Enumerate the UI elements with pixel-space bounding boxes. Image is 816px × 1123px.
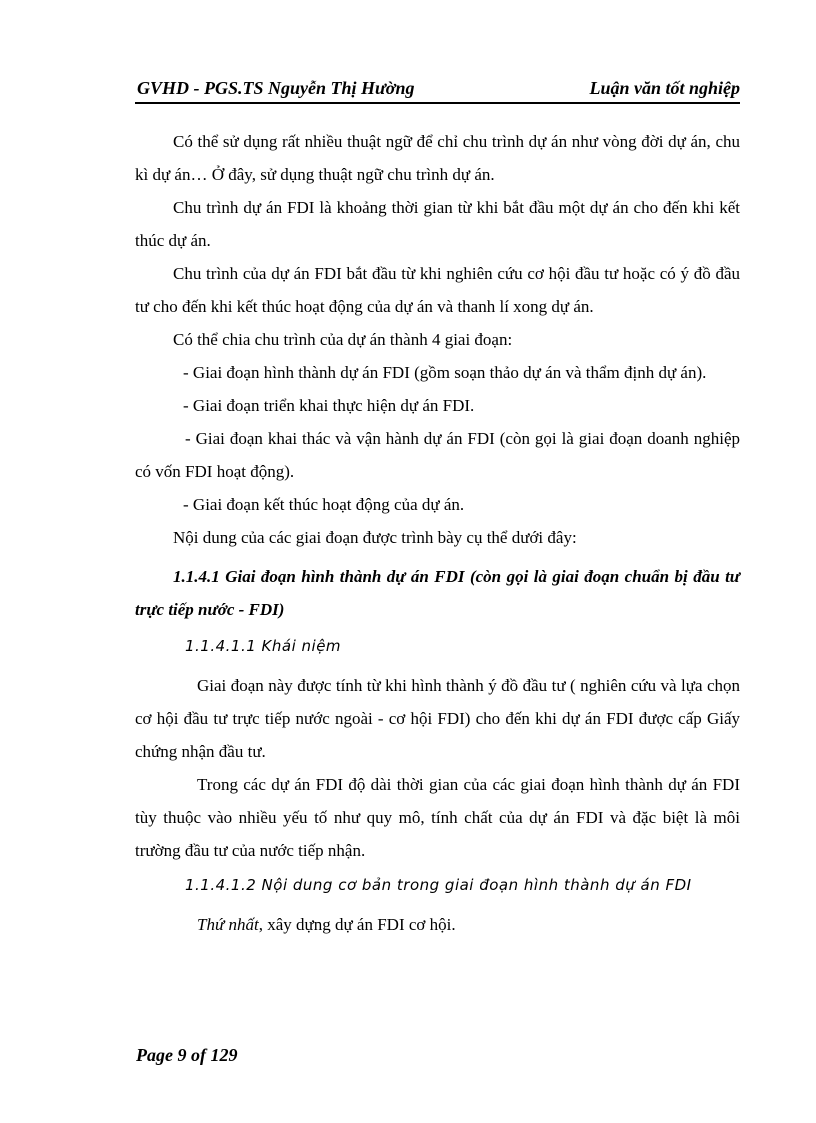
subsection-heading: 1.1.4.1.2 Nội dung cơ bản trong giai đoạn hình thành dự án FDI <box>185 876 692 894</box>
header-thesis-title: Luận văn tốt nghiệp <box>589 78 740 98</box>
paragraph-text: , xây dựng dự án FDI cơ hội. <box>258 915 456 934</box>
header-advisor: GVHD - PGS.TS Nguyễn Thị Hường <box>137 78 415 98</box>
paragraph: Nội dung của các giai đoạn được trình bày cụ thể dưới đây: <box>173 528 577 547</box>
page-body <box>135 125 740 941</box>
emphasis-text: Thứ nhất <box>197 915 259 934</box>
page-number: Page 9 of 129 <box>136 1045 238 1065</box>
paragraph: Chu trình của dự án FDI bắt đầu từ khi nghiên cứu cơ hội đầu tư hoặc có ý đồ đầu tư cho đến khi kết thúc hoạt động của dự án và thanh lí xong dự án. <box>135 264 740 316</box>
list-item: - Giai đoạn kết thúc hoạt động của dự án. <box>183 495 465 514</box>
section-heading: 1.1.4.1 Giai đoạn hình thành dự án FDI (còn gọi là giai đoạn chuẩn bị đầu tư trực tiếp nước - FDI) <box>135 567 740 619</box>
list-item: - Giai đoạn triển khai thực hiện dự án FDI. <box>183 396 475 415</box>
paragraph: Giai đoạn này được tính từ khi hình thành ý đồ đầu tư ( nghiên cứu và lựa chọn cơ hội đầu tư trực tiếp nước ngoài - cơ hội FDI) cho đến khi dự án FDI được cấp Giấy chứng nhận đầu tư. <box>135 676 740 761</box>
paragraph: Trong các dự án FDI độ dài thời gian của các giai đoạn hình thành dự án FDI tùy thuộc vào nhiều yếu tố như quy mô, tính chất của dự án FDI và đặc biệt là môi trường đầu tư của nước tiếp nhận. <box>135 775 740 860</box>
list-item: - Giai đoạn khai thác và vận hành dự án FDI (còn gọi là giai đoạn doanh nghiệp có vốn FDI hoạt động). <box>135 429 740 481</box>
paragraph: Có thể chia chu trình của dự án thành 4 giai đoạn: <box>173 330 513 349</box>
paragraph: Chu trình dự án FDI là khoảng thời gian từ khi bắt đầu một dự án cho đến khi kết thúc dự án. <box>135 198 740 250</box>
list-item: - Giai đoạn hình thành dự án FDI (gồm soạn thảo dự án và thẩm định dự án). <box>183 363 707 382</box>
subsection-heading: 1.1.4.1.1 Khái niệm <box>185 637 342 655</box>
page-header <box>135 76 740 104</box>
paragraph: Có thể sử dụng rất nhiều thuật ngữ để chỉ chu trình dự án như vòng đời dự án, chu kì dự án… Ở đây, sử dụng thuật ngữ chu trình dự án. <box>135 132 740 184</box>
paragraph <box>135 908 740 941</box>
